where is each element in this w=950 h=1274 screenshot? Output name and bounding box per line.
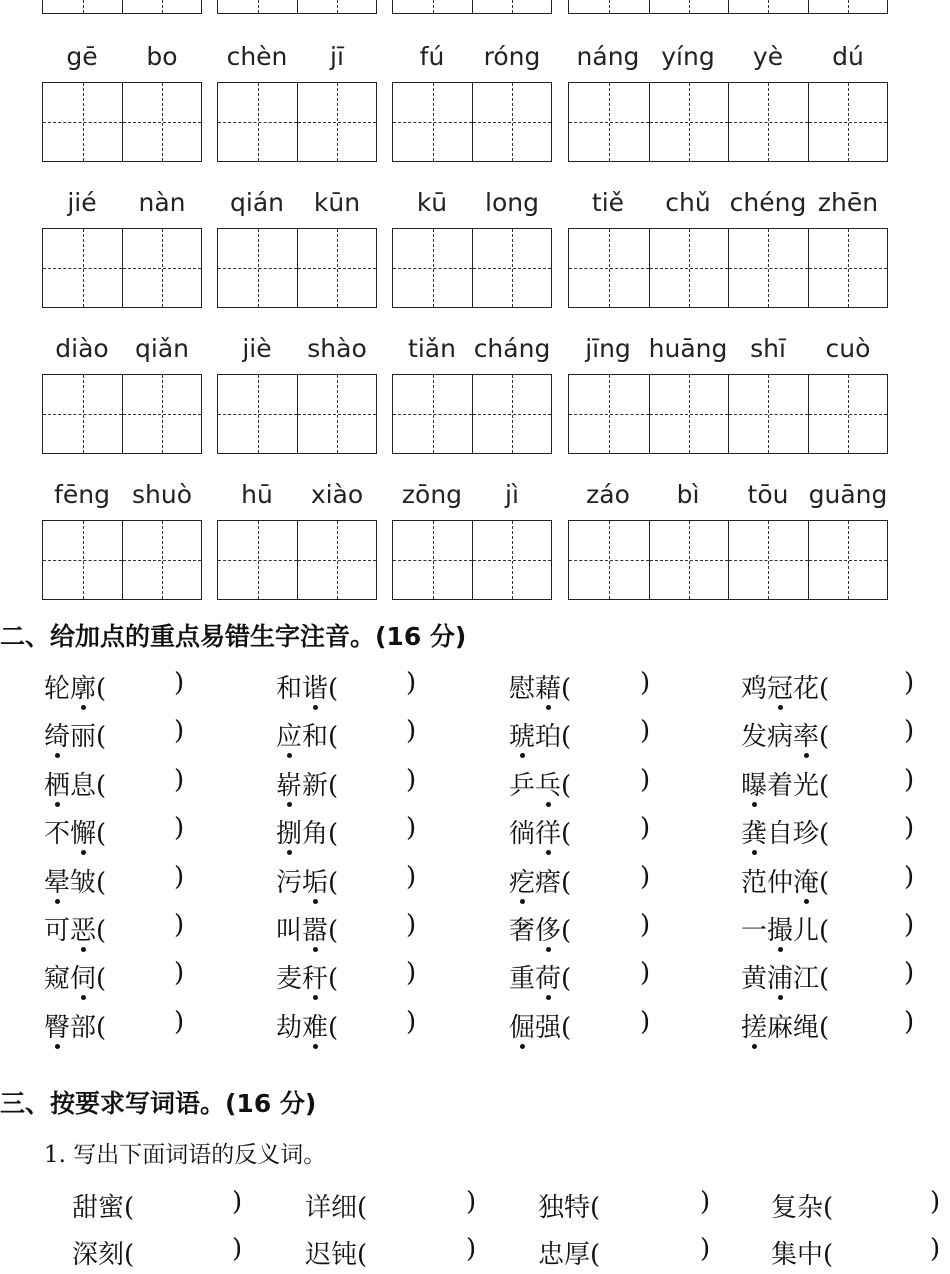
paren-close: ) [640,910,651,940]
writing-cell[interactable] [649,229,729,307]
item-word: 捌角 [276,813,328,850]
paren-open: ( [819,770,830,801]
annotation-item [741,958,924,998]
writing-box [392,374,552,454]
paren-open: ( [819,867,830,898]
item-word: 一撮儿 [741,910,819,947]
pinyin-label: cuò [825,334,871,363]
paren-close: ) [406,716,417,747]
paren-open: ( [96,916,107,946]
writing-cell[interactable] [728,0,808,13]
item-word: 可恶 [44,910,96,947]
annotation-item [741,813,924,853]
paren-open: ( [357,1193,368,1223]
section-2-title: 二、给加点的重点易错生字注音。(16 分) [0,622,467,651]
annotation-item [741,716,924,756]
paren-close: ) [640,958,651,989]
annotation-item [276,765,426,805]
paren-open: ( [328,916,339,946]
writing-box-partial [568,0,888,14]
paren-close: ) [174,958,185,989]
writing-cell[interactable] [472,83,551,161]
item-word: 龚自珍 [741,813,819,850]
writing-cell[interactable] [728,229,808,307]
annotation-item [741,1007,924,1047]
writing-cell[interactable] [649,83,729,161]
paren-close: ) [406,668,417,698]
writing-box [568,520,888,600]
paren-close: ) [904,668,915,698]
item-word: 奢侈 [509,910,561,947]
paren-open: ( [328,674,339,704]
paren-close: ) [700,1187,711,1217]
pinyin-label: nàn [138,188,186,217]
writing-cell[interactable] [122,83,201,161]
item-word: 叫嚣 [276,910,328,947]
pinyin-label: yè [752,42,784,71]
paren-open: ( [96,819,107,850]
antonym-item [72,1234,248,1274]
item-word: 乒乓 [509,765,561,802]
annotation-item [44,716,194,756]
pinyin-label: chèn [226,42,288,71]
item-word: 轮廓 [44,668,96,705]
paren-open: ( [590,1240,601,1270]
writing-cell[interactable] [218,521,297,599]
annotation-item [509,958,660,998]
paren-open: ( [124,1240,135,1270]
writing-cell[interactable] [569,375,649,453]
item-word: 晕皱 [44,862,96,899]
item-word: 鸡冠花 [741,668,819,705]
paren-close: ) [640,861,651,892]
item-word: 重荷 [509,958,561,995]
annotation-item [44,668,194,708]
paren-open: ( [823,1240,834,1270]
item-word: 应和 [276,716,328,753]
paren-close: ) [904,813,915,844]
writing-cell[interactable] [43,521,122,599]
paren-close: ) [700,1234,711,1264]
paren-close: ) [174,813,185,844]
item-word: 绮丽 [44,716,96,753]
pinyin-label: náng [576,42,640,71]
item-word: 崭新 [276,765,328,802]
writing-box [568,374,888,454]
annotation-item [741,910,924,950]
antonym-word: 深刻 [72,1240,125,1270]
pinyin-label: shuò [131,480,192,509]
item-word: 搓麻绳 [741,1007,819,1044]
paren-close: ) [904,764,915,795]
item-word: 和谐 [276,668,328,705]
annotation-item [44,910,194,950]
writing-cell[interactable] [393,83,472,161]
paren-open: ( [328,770,339,801]
pinyin-label: jiè [242,334,272,363]
writing-cell[interactable] [569,521,649,599]
pinyin-label: fú [419,42,445,71]
paren-close: ) [904,910,915,940]
writing-cell[interactable] [808,229,888,307]
pinyin-label: jié [67,188,97,217]
writing-box-partial [392,0,552,14]
writing-cell[interactable] [297,229,376,307]
item-word: 疙瘩 [509,862,561,899]
writing-cell[interactable] [122,521,201,599]
pinyin-label: shī [750,334,786,363]
paren-open: ( [819,819,830,850]
paren-close: ) [406,861,417,892]
paren-close: ) [640,764,651,795]
pinyin-label: chéng [729,188,807,217]
pinyin-label: tōu [747,480,789,509]
pinyin-label: qián [230,188,284,217]
item-word: 麦秆 [276,958,328,995]
pinyin-label: bì [676,480,700,509]
paren-open: ( [819,916,830,946]
writing-box [42,228,202,308]
item-word: 劫难 [276,1007,328,1044]
paren-open: ( [96,964,107,995]
paren-open: ( [819,964,830,995]
pinyin-label: dú [832,42,864,71]
paren-open: ( [328,819,339,850]
writing-cell[interactable] [218,375,297,453]
writing-box [217,520,377,600]
item-word: 曝着光 [741,765,819,802]
writing-cell[interactable] [728,375,808,453]
pinyin-label: xiào [310,480,364,509]
paren-close: ) [904,958,915,989]
pinyin-label: róng [483,42,541,71]
annotation-item [44,813,194,853]
paren-close: ) [174,1006,185,1037]
antonym-word: 详细 [305,1193,358,1223]
annotation-item [44,862,194,902]
writing-box [568,228,888,308]
writing-box [217,82,377,162]
item-word: 琥珀 [509,716,561,753]
paren-close: ) [930,1234,941,1264]
writing-cell[interactable] [297,521,376,599]
pinyin-label: jī [330,42,344,71]
item-word: 污垢 [276,862,328,899]
item-word: 不懈 [44,813,96,850]
writing-cell[interactable] [43,83,122,161]
writing-cell[interactable] [43,375,122,453]
paren-open: ( [96,867,107,898]
antonym-item [305,1187,482,1227]
item-word: 倔强 [509,1007,561,1044]
paren-close: ) [640,668,651,698]
pinyin-label: kūn [313,188,361,217]
paren-close: ) [174,716,185,747]
paren-close: ) [466,1234,477,1264]
annotation-item [741,668,924,708]
paren-close: ) [640,813,651,844]
writing-cell[interactable] [297,0,376,13]
antonym-word: 迟钝 [305,1240,358,1270]
writing-cell[interactable] [649,0,729,13]
item-word: 范仲淹 [741,862,819,899]
annotation-item [509,716,660,756]
annotation-item [276,958,426,998]
paren-open: ( [561,867,572,898]
writing-cell[interactable] [808,83,888,161]
writing-box [392,228,552,308]
paren-close: ) [406,958,417,989]
writing-cell[interactable] [728,521,808,599]
paren-open: ( [124,1193,135,1223]
annotation-item [276,668,426,708]
pinyin-label: jīng [585,334,631,363]
writing-cell[interactable] [569,83,649,161]
writing-cell[interactable] [728,83,808,161]
pinyin-label: tiǎn [408,334,456,363]
paren-open: ( [561,770,572,801]
annotation-item [276,1007,426,1047]
annotation-item [741,862,924,902]
item-word: 臀部 [44,1007,96,1044]
pinyin-label: huāng [648,334,728,363]
annotation-item [509,910,660,950]
writing-cell[interactable] [122,0,201,13]
antonym-item [538,1234,716,1274]
annotation-item [276,910,426,950]
annotation-item [44,1007,194,1047]
pinyin-label: jì [505,480,519,509]
writing-box [42,374,202,454]
annotation-item [509,813,660,853]
writing-box [42,82,202,162]
writing-box [217,228,377,308]
writing-box-partial [42,0,202,14]
pinyin-label: chǔ [665,188,711,217]
antonym-item [305,1234,482,1274]
pinyin-label: zōng [401,480,463,509]
writing-cell[interactable] [122,229,201,307]
item-word: 发病率 [741,716,819,753]
writing-box [568,82,888,162]
paren-close: ) [406,1006,417,1037]
annotation-item [509,765,660,805]
paren-open: ( [561,819,572,850]
item-word: 徜徉 [509,813,561,850]
annotation-item [276,862,426,902]
paren-open: ( [823,1193,834,1223]
writing-cell[interactable] [218,0,297,13]
pinyin-label: tiě [591,188,625,217]
antonym-item [72,1187,248,1227]
antonym-word: 忠厚 [538,1240,591,1270]
paren-open: ( [96,1012,107,1043]
writing-cell[interactable] [393,521,472,599]
annotation-item [44,765,194,805]
paren-open: ( [328,1012,339,1043]
writing-cell[interactable] [649,521,729,599]
writing-cell[interactable] [393,0,472,13]
paren-close: ) [640,716,651,747]
paren-open: ( [819,1012,830,1043]
pinyin-grid-area [0,0,950,600]
paren-open: ( [328,722,339,753]
pinyin-label: diào [55,334,109,363]
section-3-title: 三、按要求写词语。(16 分) [0,1089,317,1118]
paren-open: ( [561,964,572,995]
pinyin-label: yíng [661,42,715,71]
pinyin-label: cháng [473,334,551,363]
writing-cell[interactable] [122,375,201,453]
item-word: 黄浦江 [741,958,819,995]
writing-box [42,520,202,600]
writing-cell[interactable] [393,229,472,307]
section-3-instruction: 1. 写出下面词语的反义词。 [44,1142,327,1168]
pinyin-label: zhēn [817,188,879,217]
item-word: 窥伺 [44,958,96,995]
writing-cell[interactable] [393,375,472,453]
pinyin-label: hū [241,480,273,509]
annotation-item [276,716,426,756]
paren-close: ) [466,1187,477,1217]
writing-box [392,520,552,600]
writing-cell[interactable] [43,0,122,13]
paren-close: ) [904,861,915,892]
pinyin-label: long [485,188,539,217]
paren-open: ( [357,1240,368,1270]
pinyin-label: kū [416,188,448,217]
annotation-item [741,765,924,805]
paren-open: ( [96,722,107,753]
annotation-item [509,1007,660,1047]
paren-close: ) [232,1234,243,1264]
writing-cell[interactable] [472,375,551,453]
paren-open: ( [590,1193,601,1223]
annotation-item [276,813,426,853]
paren-open: ( [819,722,830,753]
writing-cell[interactable] [472,521,551,599]
paren-close: ) [174,861,185,892]
paren-open: ( [96,770,107,801]
writing-box [217,374,377,454]
antonym-word: 集中 [771,1240,824,1270]
pinyin-label: guāng [808,480,888,509]
writing-cell[interactable] [218,229,297,307]
paren-open: ( [96,674,107,704]
writing-box-partial [217,0,377,14]
writing-box [392,82,552,162]
pinyin-label: shào [307,334,367,363]
paren-open: ( [561,1012,572,1043]
annotation-item [509,668,660,708]
pinyin-label: gē [66,42,98,71]
item-word: 慰藉 [509,668,561,705]
pinyin-label: fēng [54,480,110,509]
paren-close: ) [174,910,185,940]
paren-open: ( [819,674,830,704]
annotation-item [44,958,194,998]
paren-close: ) [406,910,417,940]
paren-close: ) [174,668,185,698]
paren-open: ( [328,867,339,898]
paren-close: ) [174,764,185,795]
writing-cell[interactable] [569,229,649,307]
paren-open: ( [561,722,572,753]
writing-cell[interactable] [472,0,551,13]
paren-open: ( [561,674,572,704]
writing-cell[interactable] [649,375,729,453]
antonym-item [771,1234,946,1274]
item-word: 栖息 [44,765,96,802]
paren-open: ( [328,964,339,995]
pinyin-label: qiǎn [135,334,189,363]
paren-open: ( [561,916,572,946]
writing-cell[interactable] [569,0,649,13]
antonym-item [771,1187,946,1227]
paren-close: ) [406,764,417,795]
pinyin-label: záo [586,480,630,509]
antonym-word: 复杂 [771,1193,824,1223]
writing-cell[interactable] [297,375,376,453]
paren-close: ) [930,1187,941,1217]
writing-cell[interactable] [472,229,551,307]
paren-close: ) [232,1187,243,1217]
paren-close: ) [640,1006,651,1037]
writing-cell[interactable] [808,0,888,13]
paren-close: ) [904,716,915,747]
writing-cell[interactable] [297,83,376,161]
writing-cell[interactable] [218,83,297,161]
pinyin-label: bo [146,42,178,71]
antonym-item [538,1187,716,1227]
writing-cell[interactable] [808,375,888,453]
antonym-word: 甜蜜 [72,1193,125,1223]
paren-close: ) [904,1006,915,1037]
paren-close: ) [406,813,417,844]
antonym-word: 独特 [538,1193,591,1223]
writing-cell[interactable] [43,229,122,307]
annotation-item [509,862,660,902]
writing-cell[interactable] [808,521,888,599]
